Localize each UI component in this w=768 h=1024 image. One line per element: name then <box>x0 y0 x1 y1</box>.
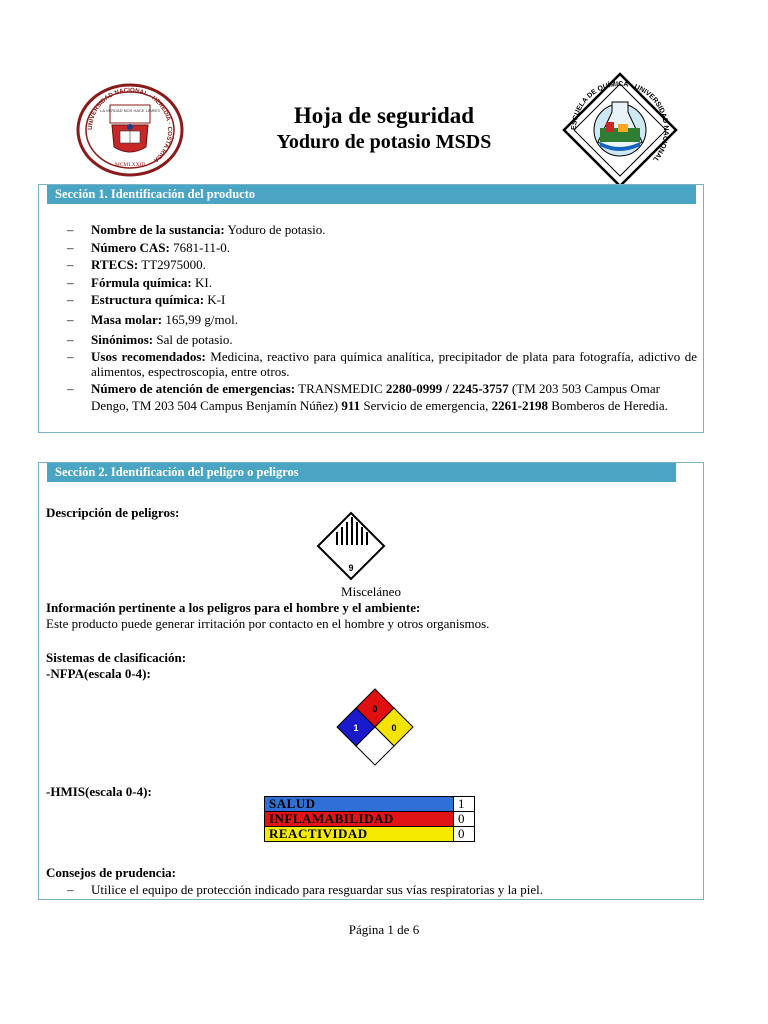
table-row <box>265 827 475 842</box>
list-item: – Número CAS: 7681-11-0. <box>67 240 697 256</box>
precautions-label: Consejos de prudencia: <box>46 865 177 880</box>
table-row <box>265 797 475 812</box>
hazard-info-label: Información pertinente a los peligros para el hombre y el ambiente: <box>46 600 421 615</box>
list-item: – Masa molar: 165,99 g/mol. <box>67 312 697 328</box>
left-logo-year: MCMLXXIII <box>114 162 146 168</box>
hmis-reactivity-value: 0 <box>454 827 475 842</box>
nfpa-label: -NFPA(escala 0-4): <box>46 666 151 681</box>
hmis-flammability-value: 0 <box>454 812 475 827</box>
hmis-label: -HMIS(escala 0-4): <box>46 784 152 799</box>
nfpa-reactivity: 0 <box>391 723 397 733</box>
list-item: – Fórmula química: KI. <box>67 275 697 291</box>
emergency-number-item: – Número de atención de emergencias: TRANSMEDIC 2280-0999 / 2245-3757 (TM 203 503 Campus Omar Dengo, TM 203 504 Campus Benjamín Núñez) 911 Servicio de emergencia, 2261-2198 Bomberos de Heredia. <box>67 380 697 414</box>
class-9-miscellaneous-pictogram-icon <box>316 511 386 581</box>
classification-systems-label: Sistemas de clasificación: <box>46 650 187 665</box>
section-1-heading: Sección 1. Identificación del producto <box>47 185 696 204</box>
page-subtitle: Yoduro de potasio MSDS <box>276 131 492 153</box>
list-item: – Utilice el equipo de protección indicado para resguardar sus vías respiratorias y la piel. <box>67 882 543 897</box>
hmis-health-label: SALUD <box>265 797 454 812</box>
section-identificacion-producto <box>38 184 704 433</box>
universidad-nacional-logo <box>76 83 184 177</box>
nfpa-health: 1 <box>353 723 359 733</box>
right-logo-ring-text: ESCUELA DE QUÍMICA · UNIVERSIDAD NACIONAL <box>570 80 670 163</box>
page-number: Página 1 de 6 <box>348 922 420 937</box>
list-item: – Estructura química: K-I <box>67 292 697 308</box>
hmis-flammability-label: INFLAMABILIDAD <box>265 812 454 827</box>
section-2-heading: Sección 2. Identificación del peligro o peligros <box>47 463 676 482</box>
list-item: – RTECS: TT2975000. <box>67 257 697 273</box>
product-info-list <box>67 222 697 414</box>
pictogram-number: 9 <box>348 563 354 573</box>
list-item: – Nombre de la sustancia: Yoduro de potasio. <box>67 222 697 238</box>
list-item: – Usos recomendados: Medicina, reactivo para química analítica, precipitador de plata para fotografía, adictivo de alimentos, espectroscopia, entre otros. <box>67 349 697 380</box>
pictogram-caption: Misceláneo <box>341 584 401 599</box>
section-identificacion-peligro <box>38 462 704 900</box>
hazard-info-text: Este producto puede generar irritación por contacto en el hombre y otros organismos. <box>46 616 490 631</box>
escuela-quimica-logo <box>560 72 680 188</box>
nfpa-flammability: 0 <box>372 704 378 714</box>
list-item: – Sinónimos: Sal de potasio. <box>67 332 697 348</box>
hazard-description-label: Descripción de peligros: <box>46 505 180 520</box>
hmis-table <box>264 796 475 842</box>
table-row <box>265 812 475 827</box>
page-title: Hoja de seguridad <box>293 103 475 128</box>
left-logo-motto: LA VERDAD NOS HACE LIBRES <box>100 108 160 113</box>
left-logo-ring-text: UNIVERSIDAD NACIONAL · HEREDIA · COSTA RICA <box>86 86 174 164</box>
hmis-reactivity-label: REACTIVIDAD <box>265 827 454 842</box>
nfpa-diamond-icon <box>334 687 416 767</box>
hmis-health-value: 1 <box>454 797 475 812</box>
